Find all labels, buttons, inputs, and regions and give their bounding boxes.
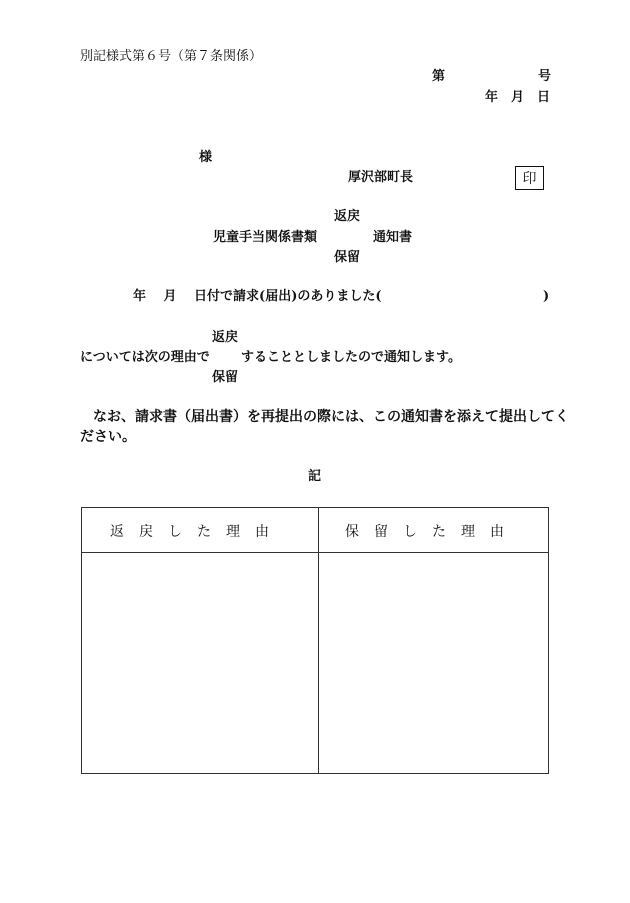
number-go: 号 — [538, 69, 552, 84]
body-date-prefix: 年 月 日付で請求(届出)のありました( — [133, 289, 382, 304]
addressee-suffix: 様 — [199, 150, 213, 165]
body-reason-a: については次の理由で — [80, 350, 210, 365]
seal-box — [515, 166, 544, 190]
return-reason-cell[interactable] — [82, 553, 318, 774]
number-dai: 第 — [432, 69, 446, 84]
form-label: 別記様式第６号（第７条関係） — [80, 49, 263, 64]
body-option-hold: 保留 — [212, 370, 239, 385]
table-header-return-reason: 返戻した理由 — [110, 524, 284, 540]
body-reason-b: することとしましたので通知します。 — [241, 350, 461, 365]
title-option-return: 返戻 — [334, 209, 361, 224]
issuer-name: 厚沢部町長 — [348, 170, 414, 185]
title-notice: 通知書 — [373, 230, 413, 245]
seal-label: 印 — [522, 171, 537, 187]
title-option-hold: 保留 — [334, 250, 361, 265]
record-heading: 記 — [308, 469, 322, 484]
hold-reason-cell[interactable] — [319, 553, 548, 774]
note-line-2: ださい。 — [80, 429, 136, 445]
date-line: 年 月 日 — [485, 90, 551, 105]
reasons-table — [81, 507, 549, 774]
body-close-paren: ) — [543, 289, 550, 304]
note-line-1: なお、請求書（届出書）を再提出の際には、この通知書を添えて提出してく — [93, 409, 569, 425]
body-option-return: 返戻 — [212, 330, 239, 345]
table-header-hold-reason: 保留した理由 — [345, 524, 519, 540]
title-subject: 児童手当関係書類 — [213, 230, 318, 245]
